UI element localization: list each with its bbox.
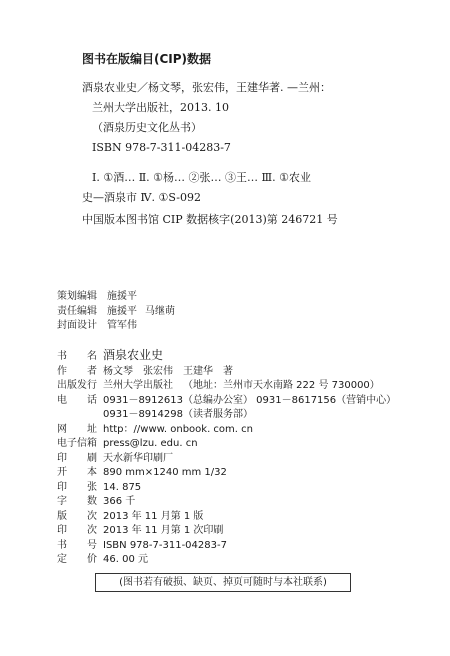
credit-value: 马继萌 xyxy=(145,305,175,317)
pub-label-char: 号 xyxy=(87,539,97,551)
publisher-address: （地址：兰州市天水南路 222 号 730000） xyxy=(183,380,380,391)
pub-label-char: 字 xyxy=(57,496,67,507)
author-role: 著 xyxy=(223,365,233,377)
pub-label-char: 次 xyxy=(87,510,97,522)
pub-row-impression xyxy=(57,524,406,539)
publication-info xyxy=(57,348,406,568)
credit-label: 策划编辑 xyxy=(57,291,97,302)
pub-row-isbn xyxy=(57,539,406,554)
pub-label-char: 定 xyxy=(57,554,67,565)
pub-row-edition xyxy=(57,510,406,525)
publisher-name: 兰州大学出版社 xyxy=(103,380,173,391)
pub-label: 出版发行 xyxy=(57,380,97,391)
pub-label-char: 数 xyxy=(87,496,97,507)
cip-line-subjects: Ⅰ. ①酒… Ⅱ. ①杨… ②张… ③王… Ⅲ. ①农业 xyxy=(92,171,311,184)
cip-record xyxy=(82,78,382,208)
credit-label: 封面设计 xyxy=(57,320,97,331)
cip-line-publisher: 兰州大学出版社，2013. 10 xyxy=(92,101,229,114)
pub-row-website xyxy=(57,423,406,438)
book-format: 890 mm×1240 mm 1/32 xyxy=(103,467,227,478)
pub-label-char: 印 xyxy=(57,452,67,464)
pub-label-char: 印 xyxy=(57,481,67,493)
phone-numbers: 0931－8914298（读者服务部） xyxy=(103,409,253,420)
printed-sheets: 14. 875 xyxy=(103,481,142,493)
pub-label-char: 址 xyxy=(87,423,97,435)
pub-label-char: 书 xyxy=(57,351,67,362)
cip-line-series: （酒泉历史文化丛书） xyxy=(92,121,202,134)
phone-numbers: 0931－8912613（总编办公室） 0931－8617156（营销中心） xyxy=(103,394,397,406)
pub-row-price xyxy=(57,553,406,568)
cip-line-title: 酒泉农业史／杨文琴，张宏伟，王建华著. —兰州： xyxy=(82,81,331,94)
damage-notice: (图书若有破损、缺页、掉页可随时与本社联系) xyxy=(95,573,351,592)
pub-label-char: 者 xyxy=(87,365,97,377)
credit-cover-design xyxy=(57,319,183,334)
pub-row-phone xyxy=(57,394,406,409)
author-name: 杨文琴 xyxy=(103,365,133,377)
pub-label-char: 作 xyxy=(57,365,67,377)
author-name: 王建华 xyxy=(183,365,213,377)
pub-row-sheets xyxy=(57,481,406,496)
pub-row-publisher xyxy=(57,379,406,394)
pub-label-char: 开 xyxy=(57,467,67,478)
pub-label-char: 刷 xyxy=(87,452,97,464)
cip-line-classification: 史—酒泉市 Ⅳ. ①S-092 xyxy=(82,191,201,204)
printer-name: 天水新华印刷厂 xyxy=(103,452,173,464)
pub-label-char: 网 xyxy=(57,423,67,435)
pub-row-phone-cont xyxy=(57,408,406,423)
author-name: 张宏伟 xyxy=(143,365,173,377)
book-title: 酒泉农业史 xyxy=(103,348,164,362)
pub-label-char: 本 xyxy=(87,467,97,478)
pub-row-printer xyxy=(57,452,406,467)
credit-responsible-editor xyxy=(57,305,183,320)
pub-row-title xyxy=(57,348,406,365)
email-address: press@lzu. edu. cn xyxy=(103,438,198,449)
edition-info: 2013 年 11 月第 1 版 xyxy=(103,510,204,522)
pub-label-char: 价 xyxy=(87,554,97,565)
pub-label-char: 次 xyxy=(87,525,97,536)
pub-label: 电子信箱 xyxy=(57,438,97,449)
pub-label-char: 印 xyxy=(57,525,67,536)
credit-value: 施援平 xyxy=(107,305,137,317)
pub-label-char: 电 xyxy=(57,394,67,406)
pub-label-char: 版 xyxy=(57,510,67,522)
cip-heading: 图书在版编目(CIP)数据 xyxy=(82,52,212,66)
pub-row-authors xyxy=(57,365,406,380)
credit-value: 施援平 xyxy=(107,291,137,302)
credit-label: 责任编辑 xyxy=(57,305,97,317)
word-count: 366 千 xyxy=(103,496,136,507)
credit-value: 管军伟 xyxy=(107,320,137,331)
pub-label-char: 书 xyxy=(57,539,67,551)
pub-label-char: 话 xyxy=(87,394,97,406)
pub-label-char: 张 xyxy=(87,481,97,493)
pub-row-format xyxy=(57,466,406,481)
book-price: 46. 00 元 xyxy=(103,554,148,565)
impression-info: 2013 年 11 月第 1 次印刷 xyxy=(103,525,224,536)
website-url: http：//www. onbook. com. cn xyxy=(103,423,253,435)
editorial-credits xyxy=(57,290,183,334)
pub-row-email xyxy=(57,437,406,452)
cip-line-isbn: ISBN 978-7-311-04283-7 xyxy=(92,141,231,154)
cip-number: 中国版本图书馆 CIP 数据核字(2013)第 246721 号 xyxy=(82,213,338,226)
credit-planning-editor xyxy=(57,290,183,305)
pub-label-char: 名 xyxy=(87,351,97,362)
isbn-number: ISBN 978-7-311-04283-7 xyxy=(103,539,227,551)
pub-row-words xyxy=(57,495,406,510)
